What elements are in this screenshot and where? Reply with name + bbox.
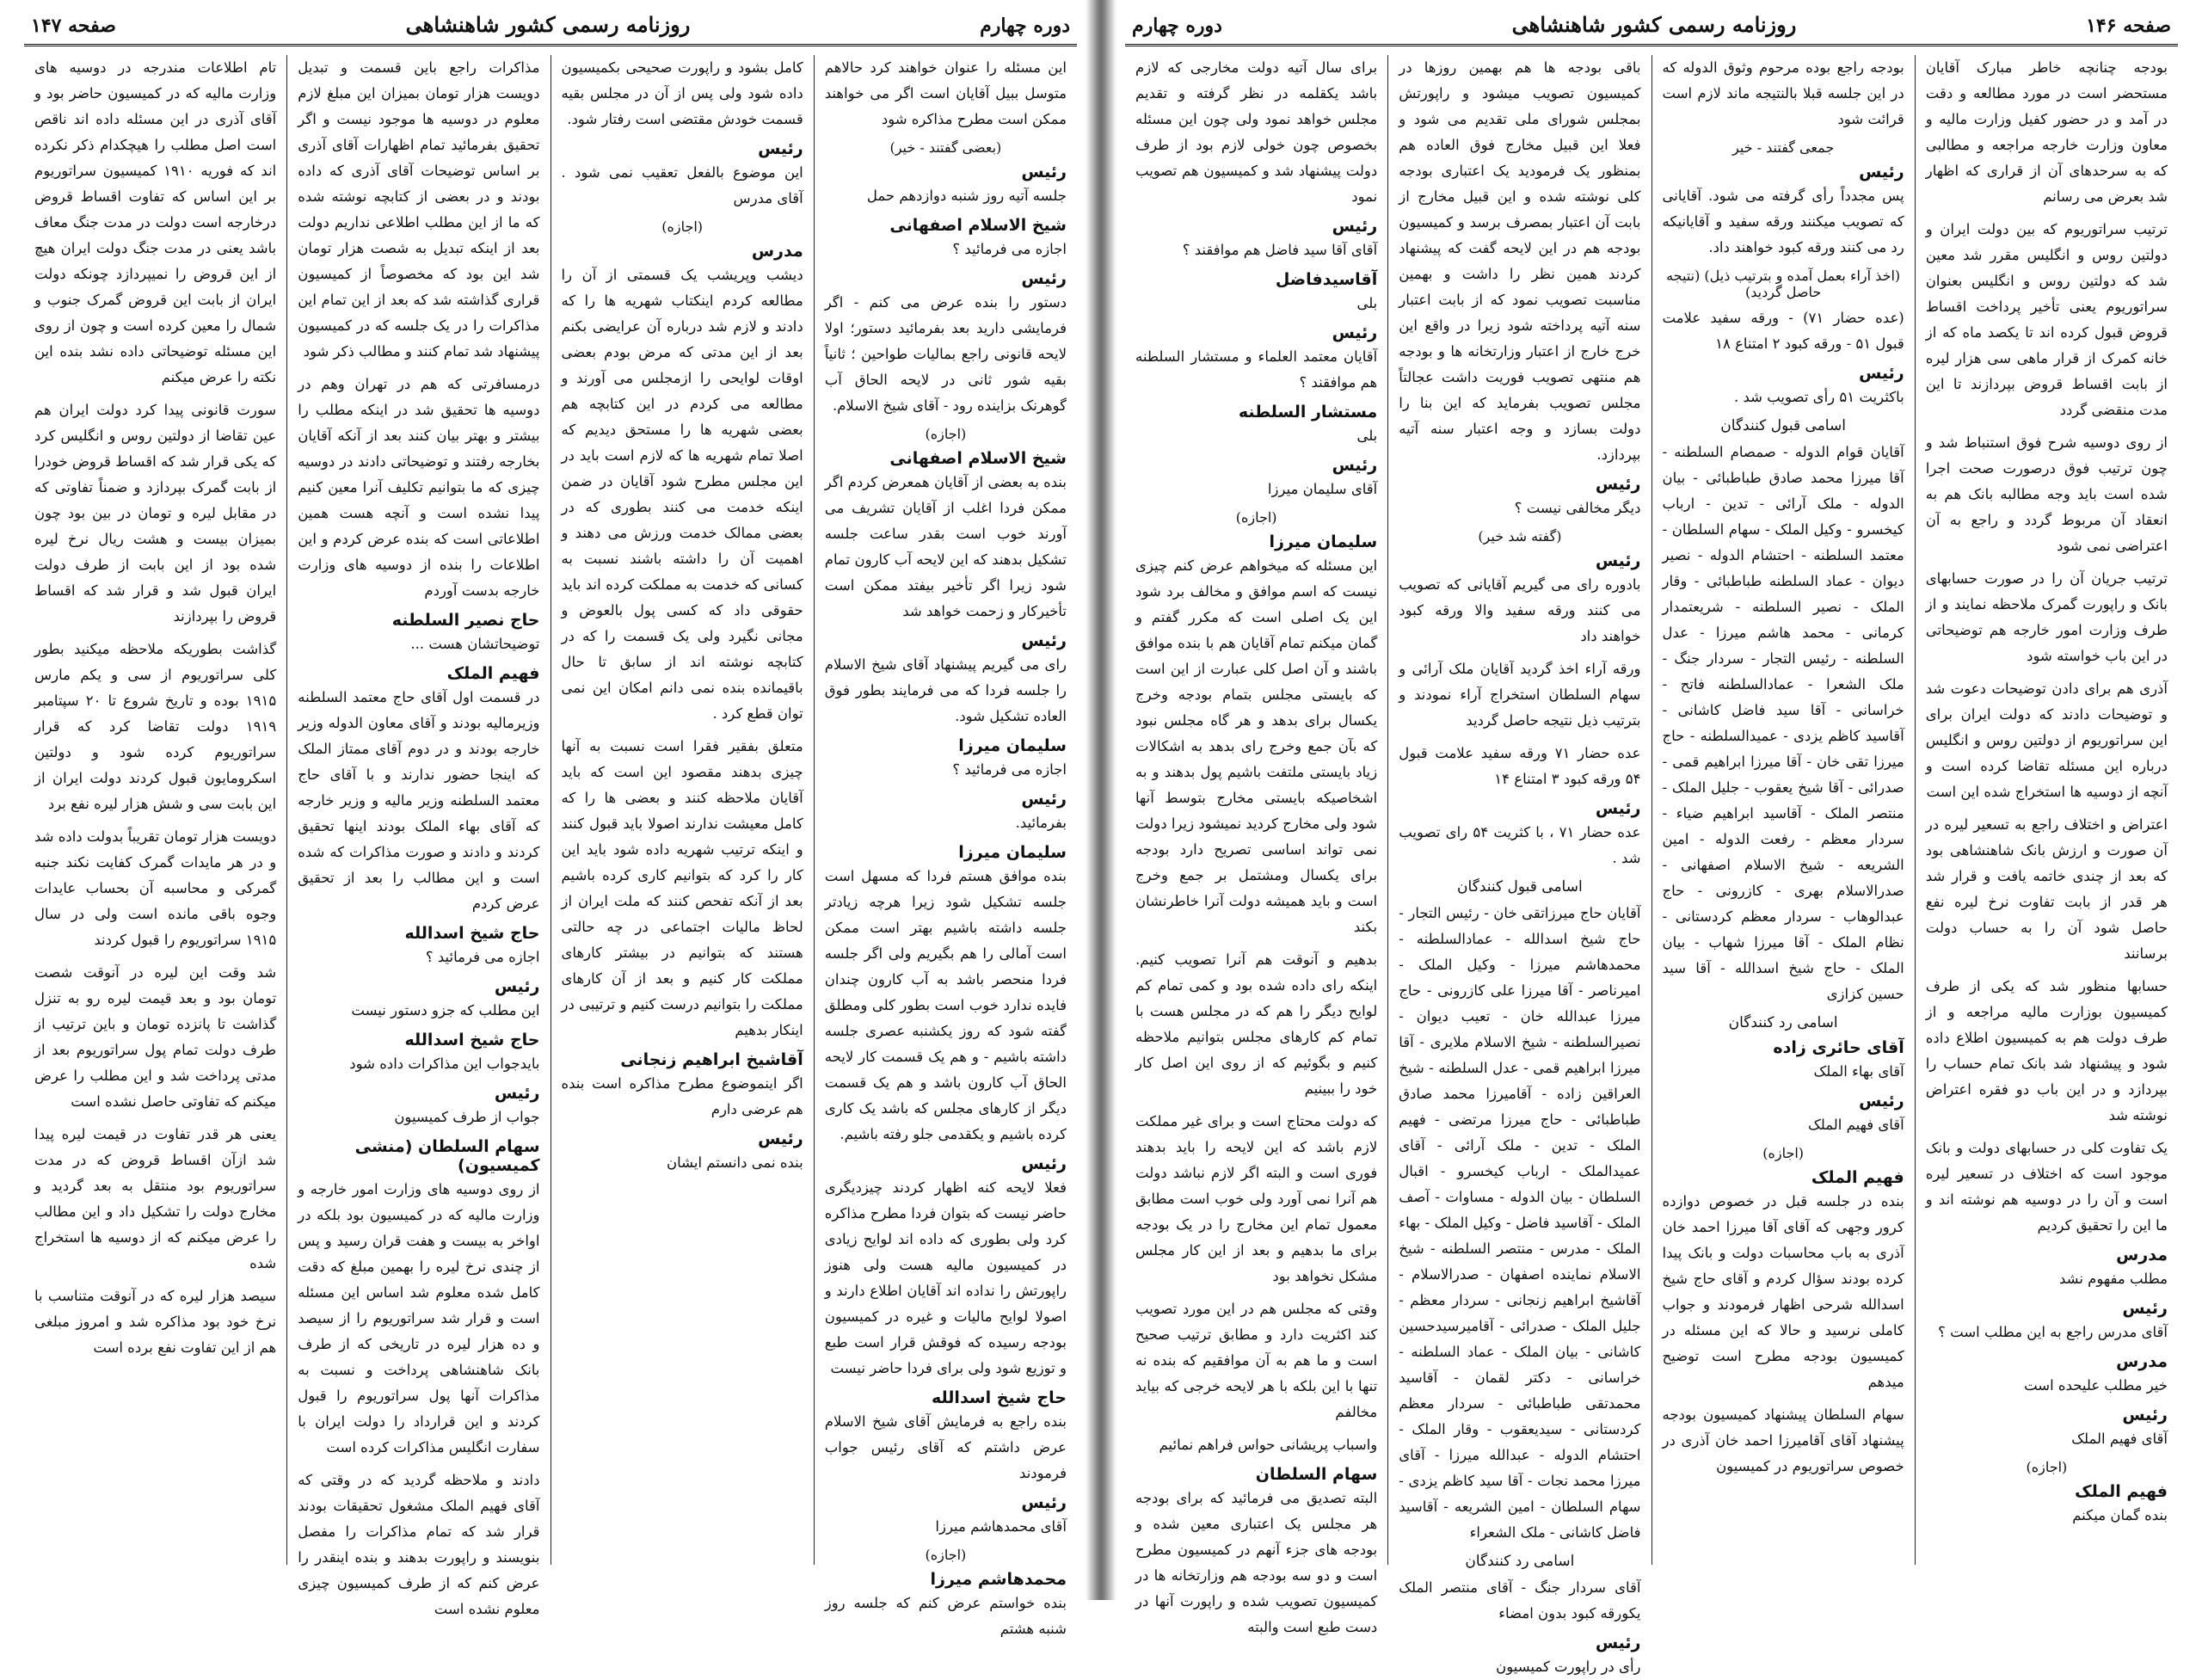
paragraph: گذاشت بطوریکه ملاحظه میکنید بطور کلی سراتوریوم از سی و یکم مارس ۱۹۱۵ بوده و تاریخ شروع تا ۲۰ سپتامبر ۱۹۱۹ دولت تقاضا کرد که قرار سراتوریوم کرده شود و دولتین اسکرومایون قبول کردند دولت ایران از این بابت سی و شش هزار لیره نفع برد <box>34 641 277 812</box>
paragraph: باقی بودجه ها هم بهمین روزها در کمیسیون تصویب میشود و راپورتش بمجلس شورای ملی تقدیم می شود و فعلا این قبیل مخارج فوق العاده هم بمنظور یک فرمودید یک اعتباری بودجه کلی نوشته شده و این قبیل مخارج از بابت آن اعتبار بمصرف برسد و کمیسیون بودجه هم در این لایحه گفت که پیشنهاد کردند همین نظر را داشت و بهمین مناسبت تصویب نمود که از بابت اعتبار سنه آتیه پرداخته شود زیرا در واقع این خرج خارج از اعتبار وزارتخانه ها و بودجه هم منتهی تصویب فوریت داشت عجالتاً مجلس تصویب بفرماید که این بنا را دولت بسازد و وجه اعتبار سنه آتیه بپردازد. <box>1399 59 1641 463</box>
paragraph: از روی دوسیه های وزارت امور خارجه و وزارت مالیه که در کمیسیون بود بلکه در اواخر به بیست و هفت قران رسید و پس از چندی نرخ لیره را بهمین مبلغ که دقت کامل شده معلوم شد اساس این مسئله است و قرار شد سراتوریوم را از سیصد و ده هزار لیره در تاریخی که از طرف بانک شاهنشاهی پرداخت و نسبت به مذاکرات آنها پول سراتوریوم را قبول کردند و این قرارداد را دولت ایران با سفارت انگلیس مذاکرات کرده است <box>298 1181 540 1455</box>
name-list: عده حضار ۷۱ ورقه سفید علامت قبول ۵۴ ورقه کبود ۳ امتناع ۱۴ <box>1399 745 1641 787</box>
speaker-name: مدرس <box>2116 1246 2168 1265</box>
paragraph: اگر اینموضوع مطرح مذاکره است بنده هم عرضی دارم <box>561 1075 803 1117</box>
right-paper-title: روزنامه رسمی کشور شاهنشاهی <box>1511 12 1797 37</box>
paragraph: سهام السلطان پیشنهاد کمیسیون بودجه پیشنهاد آقای آقامیرزا احمد خان آذری در خصوص سراتوریوم در کمیسیون <box>1662 1406 1904 1474</box>
speaker-name: آقاسیدفاضل <box>1275 270 1378 289</box>
paragraph: این مسئله را عنوان خواهند کرد حالاهم متوسل ببیل آقایان است اگر می خواهند ممکن است مطرح مذاکره شود <box>824 59 1067 127</box>
paragraph: بنده موافق هستم فردا که مسهل است جلسه تشکیل شود زیرا هرچه زیادتر جلسه داشته باشیم بهتر است ممکن است آمالی را هم بگیریم ولی اگر جلسه فردا منحصر باشد به آب کارون چندان فایده ندارد خوب است بطور کلی ومطلق گفته شود که روز یکشنبه عصری جلسه داشته باشیم - و هم یک قسمت کار لایحه الحاق آب کارون باشد و هم یک قسمت دیگر از کارهای مجلس که باشد یک کاری کرده باشیم و یکقدمی جلو رفته باشیم. <box>824 868 1067 1142</box>
paragraph: بنده خواستم عرض کنم که جلسه روز شنبه هشتم <box>824 1595 1067 1637</box>
speaker-name: رئیس <box>1595 1634 1641 1652</box>
name-list: آقایان حاج میرزاتقی خان - رئیس التجار - حاج شیخ اسدالله - عمادالسلطنه - محمدهاشم میرزا - وکیل الملک - امیرناصر - آقا میرزا علی کازرونی - حاج میرزا عبدالله خان - تعیب دیوان - نصیرالسلطنه - شیخ الاسلام ملایری - آقا میرزا ابراهیم قمی - عدل السلطنه - شیخ العراقین زاده - آقامیرزا محمد صادق طباطبائی - حاج میرزا مرتضی - فهیم الملک - تدین - ملک آرائی - آقای عمیدالملک - ارباب کیخسرو - اقبال السلطان - بیان الدوله - مساوات - آصف الملک - آقاسید فاضل - وکیل الملک - بهاء الملک - مدرس - منتصر السلطنه - شیخ الاسلام نماینده اصفهان - صدرالاسلام - آقاشیخ ابراهیم زنجانی - سردار معظم - جلیل الملک - صدرائی - آقامیرسیدحسین کاشانی - بیان الملک - عماد السلطنه - خراسانی - دکتر لقمان - آقاسید محمدتقی طباطبائی - سردار معظم کردستانی - سیدیعقوب - وقار الملک - احتشام الدوله - عبدالله میرزا - آقای میرزا محمد نجات - آقا سید کاظم یزدی - سهام السلطان - امین الشریعه - آقاسید فاضل کاشانی - ملک الشعراء <box>1399 905 1641 1541</box>
left-columns <box>24 55 1077 1637</box>
speaker-name: حاج نصیر السلطنه <box>391 611 540 630</box>
paragraph: برای سال آتیه دولت مخارجی که لازم باشد یکقلمه در نظر گرفته و تقدیم مجلس خواهد نمود ولی چون این مسئله بخصوص چون خولی لازم بود از طرف دولت پیشنهاد شد و کمیسیون هم تصویب نمود <box>1135 59 1378 205</box>
speaker-name: رئیس <box>2122 1406 2168 1425</box>
paragraph: سورت قانونی پیدا کرد دولت ایران هم عین تقاضا از دولتین روس و انگلیس کرد که یکی قرار شد که اقساط قروض خودرا از بابت گمرک بپردازد و ضمناً تفاوتی که در مقابل لیره و تومان در بین بود چون بمیزان بیست و هشت ریال نرخ لیره شده بود از این بابت از طرف دولت ایران قبول شد و قرار شد که اقساط قروض را بپردازند <box>34 402 277 625</box>
paragraph: این موضوع بالفعل تعقیب نمی شود . آقای مدرس <box>561 164 803 206</box>
paragraph: تام اطلاعات مندرجه در دوسیه های وزارت مالیه که در کمیسیون حاضر بود و آقای آذری در این مسئله داده اند ناقص است اصل مطلب را هیچکدام ذکر نکرده اند که فوریه ۱۹۱۰ کمیسیون سراتوریوم بر این اساس که تفاوت اقساط قروض درخارجه است دولت در مدت جنگ معاف باشد یعنی در مدت جنگ دولت ایران هیچ از این قروض را نمیپردازد چونکه دولت ایران از بابت این قروض گمرک جنوب و شمال را معین کرده است و چون از روی این مسئله توضیحاتی داده نشد بنده این نکته را عرض میکنم <box>34 59 277 385</box>
speaker-name: سلیمان میرزا <box>958 736 1067 755</box>
speaker-name: سلیمان میرزا <box>958 843 1067 862</box>
speaker-name: رئیس <box>758 139 803 158</box>
speaker-name: رئیس <box>1021 631 1067 650</box>
parenthetical-note: (اخذ آراء بعمل آمده و بترتیب ذیل) (نتیجه حاصل گردید) <box>1666 268 1901 300</box>
speaker-name: رئیس <box>1021 163 1067 182</box>
paragraph: بفرمائید. <box>1015 815 1067 831</box>
parenthetical-note: (بعضی گفتند - خیر) <box>889 139 1002 156</box>
paragraph: بودجه چنانچه خاطر مبارک آقایان مستحضر است در مورد مطالعه و دقت در آمد و در حضور کفیل وزارت مالیه و معاون وزارت خارجه مراجعه و مطالبی که به سرحدهای آن از قراری که اظهار شد بعرض می رسانم <box>1925 59 2168 205</box>
paragraph: البته تصدیق می فرمائید که برای بودجه هر مجلس یک اعتباری معین شده و بودجه های جزء آنهم در کمیسیون مطرح است و دو سه بودجه هم وزارتخانه ها در کمیسیون تصویب شده و راپورت آنها در دست طبع است والبته <box>1135 1490 1378 1635</box>
paragraph: شد وقت این لیره در آنوقت شصت تومان بود و بعد قیمت لیره رو به تنزل گذاشت تا پانزده تومان و باین ترتیب از طرف دولت تمام پول سراتوریوم بعد از مدتی پرداخت شد و این مطلب را عرض میکنم که تفاوتی حاصل نشده است <box>34 964 277 1110</box>
paragraph: آقای سلیمان میرزا <box>1267 481 1378 497</box>
name-list: آقایان قوام الدوله - صمصام السلطنه - آقا میرزا محمد صادق طباطبائی - بیان الدوله - ملک آرائی - تدین - ارباب کیخسرو - وکیل الملک - سهام السلطان - معتمد السلطنه - احتشام الدوله - نصیر دیوان - عماد السلطنه طباطبائی - وقار الملک - نصیر السلطنه - شریعتمدار کرمانی - محمد هاشم میرزا - عدل السلطنه - رئیس التجار - سردار جنگ - ملک الشعرا - عمادالسلطنه فاتح - خراسانی - آقا سید فاضل کاشانی - آقاسید کاظم یزدی - عمیدالسلطنه - حاج میرزا تقی خان - آقا میرزا ابراهیم قمی - صدرائی - آقا شیخ یعقوب - جلیل الملک - منتصر الملک - آقاسید ابراهیم ضیاء - سردار معظم - رفعت الدوله - امین الشریعه - شیخ الاسلام اصفهانی - صدرالاسلام بهری - کازرونی - حاج عبدالوهاب - سردار معظم کردستانی - نظام الملک - آقا میرزا شهاب - بیان الملک - حاج شیخ اسدالله - آقا سید حسین کزازی <box>1662 444 1904 1002</box>
parenthetical-note: (اجازه) <box>1762 1145 1805 1161</box>
speaker-name: رئیس <box>494 1084 540 1103</box>
text-column <box>814 55 1077 1637</box>
text-column <box>24 55 286 1565</box>
speaker-name: شیخ الاسلام اصفهانی <box>889 449 1067 468</box>
paragraph: دیگر مخالفی نیست ؟ <box>1514 500 1641 516</box>
paragraph: واسباب پریشانی حواس فراهم نمائیم <box>1159 1437 1378 1453</box>
paragraph: دویست هزار تومان تقریباً بدولت داده شد و در هر مایدات گمرک کفایت نکند جنبه گمرکی و محاسبه آن بحساب عایدات وجوه باقی مانده است ولی در سال ۱۹۱۵ سراتوریوم را قبول کردند <box>34 828 277 948</box>
text-column <box>1387 55 1651 1675</box>
speaker-name: فهیم الملک <box>1811 1168 1904 1187</box>
speaker-name: حاج شیخ اسدالله <box>404 1031 540 1049</box>
paragraph: متعلق بفقیر فقرا است نسبت به آنها چیزی بدهند مقصود این است که باید آقایان ملاحظه کنند و بعضی ها را که کامل معیشت ندارند اصولا باید قبول کنند و اینکه ترتیب شهریه داده شود باید این کار را کرد که بتوانیم کاری کرده باشیم بعد از آنکه تفحص کنند که ملت ایران از لحاظ مالیات اجتماعی در چه حالتی هستند که بتوانیم در بیشتر کارهای مملکت کار کنیم و بعد از آن کارهای مملکت را بتوانیم درست کنیم و ترتیبی در اینکار بدهیم <box>561 738 803 1038</box>
paragraph: اعتراض و اختلاف راجع به تسعیر لیره در آن صورت و ارزش بانک شاهنشاهی بود که بعد از چندی خاتمه یافت و قرار شد هر قدر از بابت تفاوت نرخ لیره نفع حاصل شود آن را به حساب دولت برسانند <box>1925 816 2168 962</box>
speaker-name: حاج شیخ اسدالله <box>404 924 540 943</box>
name-list: آقای سردار جنگ - آقای منتصر الملک یکورقه کبود بدون امضاء <box>1399 1579 1641 1622</box>
speaker-name: رئیس <box>758 1129 803 1148</box>
paragraph: آقای آقا سید فاضل هم موافقند ؟ <box>1182 242 1378 258</box>
speaker-name: فهیم الملک <box>2075 1482 2168 1501</box>
speaker-name: حاج شیخ اسدالله <box>932 1388 1067 1407</box>
paragraph: اجازه می فرمائید ؟ <box>425 949 540 965</box>
paragraph: بنده راجع به فرمایش آقای شیخ الاسلام عرض داشتم که آقای رئیس جواب فرمودند <box>824 1413 1067 1481</box>
paragraph: مذاکرات راجع باین قسمت و تبدیل دویست هزار تومان بمیزان این مبلغ لازم معلوم در دوسیه ها موجود نیست و اگر تحقیق بفرمائید تمام اظهارات آقای آذری بر اساس توضیحات آقای آذری که داده بودند و در بعضی از کتابچه نوشته شده که ما از این مطلب اطلاعی نداریم دولت بعد از اینکه تبدیل به شصت هزار تومان شد این بود که مخصوصاً از کمیسیون قراری گذاشته شد که بعد از این تمام این مذاکرات را در یک جلسه که در کمیسیون پیشنهاد شد تمام کنند و مطالب ذکر شود <box>298 59 540 360</box>
speaker-name: رئیس <box>1021 1493 1067 1512</box>
paragraph: سیصد هزار لیره که در آنوقت متناسب با نرخ خود بود مذاکره شد و امروز مبلغی هم از این تفاوت نفع برده است <box>34 1288 277 1356</box>
paragraph: بنده نمی دانستم ایشان <box>667 1154 803 1171</box>
text-column <box>286 55 550 1617</box>
speaker-name: سهام السلطان <box>1255 1465 1378 1484</box>
paragraph: اجازه می فرمائید ؟ <box>952 241 1067 257</box>
paragraph: درمسافرتی که هم در تهران وهم در دوسیه ها تحقیق شد در اینکه مطلب را بیشتر و بهتر بیان کنند بعد از آنکه آقایان بخارجه رفتند و توضیحاتی دادند در دوسیه چیزی که ما بتوانیم تکلیف آنرا معین کنیم پیدا نشده است و آنچه هست همین اطلاعاتی است که بنده عرض کردم و این اطلاعات را بنده از دوسیه های وزارت خارجه بدست آوردم <box>298 376 540 599</box>
speaker-name: مدرس <box>751 242 803 261</box>
speaker-name: شیخ الاسلام اصفهانی <box>889 216 1067 235</box>
section-heading: اسامی قبول کنندگان <box>1720 417 1846 434</box>
paragraph: آقای محمدهاشم میرزا <box>935 1518 1067 1535</box>
paragraph: دیشب وپریشب یک قسمتی از آن را مطالعه کردم اینکتاب شهریه ها را که دادند و لازم شد درباره آن عرایضی بکنم بعد از این مدتی که مرض بودم بعضی اوقات لوایحی را ازمجلس می آورند و مطالعه می کردم در این کتابچه هم بعضی شهریه ها را مستحق دیدیم که اصلا تمام شهریه ها که لازم است باید در این مجلس مطرح شود آقایان در ضمن اینکه خدمت می کنند بطوری که در بعضی ممالک خدمت ورزش می دهند و اهمیت آن را داشته باشند نسبت به کسانی که خدمت به مملکت کرده اند باید حقوقی داد که کسی پول بالعوض و مجانی نگیرد ولی یک قسمت را که در کتابچه نوشته اند از سابق تا حال باقیمانده بنده نمی دانم امکان این نمی توان قطع کرد . <box>561 267 803 722</box>
text-column <box>1915 55 2178 1565</box>
section-heading: اسامی رد کنندگان <box>1465 1553 1575 1570</box>
paragraph: بلی <box>1356 295 1378 311</box>
section-heading: اسامی قبول کنندگان <box>1457 878 1583 895</box>
paragraph: در قسمت اول آقای حاج معتمد السلطنه وزیرمالیه بودند و آقای معاون الدوله وزیر خارجه بودند و در دوم آقای ممتاز الملک که اینجا حضور ندارند و با آقای حاج معتمد السلطنه وزیر مالیه و وزیر خارجه که آقای بهاء الملک بودند اینها تحقیق کردند و دادند و صورت مذاکرات که شده است و این مطالب را بعد از تحقیق عرض کردم <box>298 689 540 912</box>
section-heading: اسامی رد کنندگان <box>1728 1014 1838 1031</box>
paragraph: وقتی که مجلس هم در این مورد تصویب کند اکثریت دارد و مطابق ترتیب صحیح است و ما هم به آن موافقیم که بنده نه تنها با این بلکه با هر لایحه خرجی که بیاید مخالفم <box>1135 1301 1378 1420</box>
parenthetical-note: (اجازه) <box>925 426 967 442</box>
paragraph: فعلا لایحه کنه اظهار کردند چیزدیگری حاضر نیست که بتوان فردا مطرح مذاکره کرد ولی بطوری که داده اند لوایح زیادی در کمیسیون مالیه هست ولی هنوز راپورتش را نداده اند آقایان اطلاع دارند و اصولا لوایح مالیات و غیره در کمیسیون بودجه رسیده که فوقش قرار است طبع و توزیع شود ولی برای فردا حاضر نیست <box>824 1179 1067 1376</box>
paragraph: ترتیب سراتوریوم که بین دولت ایران و دولتین روس و انگلیس مقرر شد معین شد که دولتین روس و انگلیس بعنوان سراتوریوم یعنی تأخیر پرداخت اقساط قروض قبول کرده اند تا یکصد ماه که از خانه کمرک از قرار ماهی سی هزار لیره از بابت اقساط قروض بپردازند تا این مدت منقضی گردد <box>1925 221 2168 418</box>
text-column <box>1125 55 1387 1635</box>
parenthetical-note: (اجازه) <box>925 1547 967 1563</box>
speaker-name: رئیس <box>1595 799 1641 818</box>
text-column <box>550 55 814 1565</box>
speaker-name: محمدهاشم میرزا <box>930 1570 1067 1589</box>
speaker-name: سلیمان میرزا <box>1269 532 1378 551</box>
speaker-name: رئیس <box>1021 269 1067 288</box>
parenthetical-note: (اجازه) <box>1235 509 1277 526</box>
paragraph: پس مجدداً رأی گرفته می شود. آقایانی که تصویب میکنند ورقه سفید و آقایانیکه رد می کنند ورقه کبود خواهند داد. <box>1662 188 1904 255</box>
speaker-name: سهام السلطان (منشی کمیسیون) <box>354 1137 540 1175</box>
paragraph: بودجه راجع بوده مرحوم وثوق الدوله که در این جلسه قبلا بالنتیجه ماند لازم است قرائت شود <box>1662 59 1904 127</box>
right-page <box>1101 0 2202 1675</box>
speaker-name: رئیس <box>1859 364 1904 383</box>
left-paper-title: روزنامه رسمی کشور شاهنشاهی <box>405 12 691 37</box>
speaker-name: رئیس <box>1332 217 1378 236</box>
speaker-name: رئیس <box>1332 456 1378 475</box>
paragraph: بنده به بعضی از آقایان همعرض کردم اگر ممکن فردا اغلب از آقایان تشریف می آورند خوب است بقدر ساعت جلسه تشکیل بدهند که این لایحه آب کارون تمام شود زیرا اگر تأخیر بیفتد ممکن است تأخیرکار و زحمت خواهد شد <box>824 474 1067 619</box>
paragraph: باکثریت ۵۱ رأی تصویب شد . <box>1734 389 1904 405</box>
speaker-name: آقاشیخ ابراهیم زنجانی <box>620 1050 803 1069</box>
paragraph: مطلب مفهوم نشد <box>2058 1271 2168 1287</box>
paragraph: جلسه آتیه روز شنبه دوازدهم حمل <box>866 188 1067 204</box>
paragraph: دادند و ملاحظه گردید که در وقتی که آقای فهیم الملک مشغول تحقیقات بودند قرار شد که تمام مذاکرات را مفصل بنویسند و راپورت بدهند و بنده اینقدر را عرض کنم که از طرف کمیسیون چیزی معلوم نشده است <box>298 1472 540 1617</box>
paragraph: بایدجواب این مذاکرات داده شود <box>349 1055 540 1072</box>
left-page <box>0 0 1101 1637</box>
speaker-name: رئیس <box>1859 163 1904 182</box>
paragraph: بدهیم و آنوقت هم آنرا تصویب کنیم. اینکه رای داده شده بود و کمی تمام کم لوایح دیگر را هم که در مجلس هست با تمام کم کارهای مجلس بتوانیم ملاحظه کنیم و بگوئیم که از روی این اصل کار خود را ببینیم <box>1135 951 1378 1097</box>
paragraph: توضیحاتشان هست ... <box>410 636 540 652</box>
paragraph: بادوره رای می گیریم آقایانی که تصویب می کنند ورقه سفید والا ورقه کبود خواهند داد <box>1399 576 1641 644</box>
right-page-number: صفحه ۱۴۶ <box>2086 15 2171 37</box>
right-running-head <box>1125 12 2178 46</box>
paragraph: اجازه می فرمائید ؟ <box>952 761 1067 778</box>
speaker-name: مستشار السلطنه <box>1238 403 1378 422</box>
paragraph: کامل بشود و راپورت صحیحی بکمیسیون داده شود ولی پس از آن در مجلس بقیه قسمت خودش مقتضی است رفتار شود. <box>561 59 803 127</box>
paragraph: از روی دوسیه شرح فوق استنباط شد و چون ترتیب فوق درصورت صحت اجرا شده است باید وجه مطالبه بانک هم به انعقاد آن مربوط گردد و راجع به آن اعتراضی نمی شود <box>1925 434 2168 554</box>
speaker-name: رئیس <box>1859 1092 1904 1111</box>
paragraph: آقای بهاء الملک <box>1813 1063 1904 1080</box>
paragraph: جواب از طرف کمیسیون <box>394 1109 540 1125</box>
text-column <box>1652 55 1915 1565</box>
speaker-name: رئیس <box>1595 475 1641 494</box>
paragraph: یعنی هر قدر تفاوت در قیمت لیره پیدا شد ازآن اقساط قروض که در مدت سراتوریوم بود منتقل به بعد گردید و مخارج دولت را تشکیل داد و این مطالب را عرض میکنم که از دوسیه ها استخراج شده <box>34 1126 277 1271</box>
paragraph: آقای فهیم الملک <box>1808 1117 1904 1133</box>
paragraph: آقای فهیم الملک <box>2071 1431 2168 1447</box>
paragraph: حسابها منظور شد که یکی از طرف کمیسیون بوزارت مالیه مراجعه و از طرف دولت هم به کمیسیون اطلاع داده شود و پیشنهاد شد بانک تمام حساب را بپردازد و در این باب دو فقره اعتراض نوشته شد <box>1925 978 2168 1123</box>
parenthetical-note: (اجازه) <box>661 218 704 235</box>
paragraph: یک تفاوت کلی در حسابهای دولت و بانک موجود است که اختلاف در تسعیر لیره است و آن را در دوسیه هم نوشته اند و ما این را تحقیق کردیم <box>1925 1140 2168 1234</box>
parenthetical-note: (اجازه) <box>2026 1459 2068 1475</box>
speaker-name: رئیس <box>2122 1299 2168 1318</box>
speaker-name: فهیم الملک <box>446 664 540 683</box>
speaker-name: آقای حائری زاده <box>1773 1038 1904 1057</box>
right-edition: دوره چهارم <box>1132 15 1222 37</box>
paragraph: رأی در راپورت کمیسیون <box>1496 1658 1641 1675</box>
paragraph: خیر مطلب علیحده است <box>2024 1377 2168 1394</box>
paragraph: عده حضار ۷۱ ، با کثریت ۵۴ رای تصویب شد . <box>1399 824 1641 866</box>
left-edition: دوره چهارم <box>980 15 1070 37</box>
left-running-head <box>24 12 1077 46</box>
speaker-name: مدرس <box>2116 1352 2168 1371</box>
left-page-number: صفحه ۱۴۷ <box>31 15 116 37</box>
speaker-name: رئیس <box>494 977 540 996</box>
parenthetical-note: (گفته شد خیر) <box>1478 528 1562 545</box>
paragraph: دستور را بنده عرض می کنم - اگر فرمایشی دارید بعد بفرمائید دستور؛ اولا لایحه قانونی راجع بمالیات طواحین ؛ ثانیاً بقیه شور ثانی در لایحه الحاق آب گوهرنک بزاینده رود - آقای شیخ الاسلام. <box>824 294 1067 414</box>
paragraph: آقای مدرس راجع به این مطلب است ؟ <box>1938 1324 2168 1340</box>
paragraph: رای می گیریم پیشنهاد آقای شیخ الاسلام را جلسه فردا که می فرمایند بطور فوق العاده تشکیل شود. <box>824 656 1067 724</box>
paragraph: که دولت محتاج است و برای غیر مملکت لازم باشد که این لایحه را باید بدهند فوری است و البته اگر لازم نباشد دولت هم آنرا نمی آورد ولی خوب است مطابق معمول تمام این مخارج را در یک بودجه برای ما بدهیم و بعد از این کار مجلس مشکل نخواهد بود <box>1135 1113 1378 1284</box>
name-list: ورقه آراء اخذ گردید آقایان ملک آرائی و سهام السلطان استخراج آراء نمودند و بترتیب ذیل نتیجه حاصل گردید <box>1399 661 1641 729</box>
paragraph: این مسئله که میخواهم عرض کنم چیزی نیست که اسم موافق و مخالف برد شود این یک اصلی است که مکرر گفتم و گمان میکنم تمام آقایان هم با بنده موافق باشند و آن اصل کلی عبارت از این است که بایستی مجلس بتمام بودجه وخرج یکسال برای بدهد و هر گاه مجلس نبود که بآن جمع وخرج رای بدهد به اشکالات زیاد بایستی ملتفت باشیم پول بدهند و به اشخاصیکه بایستی مخارج بتوسط آنها شود ولی مخارج کردید نمیشود زیرا دولت نمی تواند اساسی تصریح دارد بودجه برای یکسال ومشتمل بر جمع وخرج است و باید همیشه دولت آنرا خاطرنشان بکند <box>1135 557 1378 935</box>
right-columns <box>1125 55 2178 1675</box>
speaker-name: رئیس <box>1332 323 1378 342</box>
speaker-name: رئیس <box>1021 790 1067 809</box>
paragraph: آقایان معتمد العلماء و مستشار السلطنه هم موافقند ؟ <box>1135 348 1378 391</box>
paragraph: آذری هم برای دادن توضیحات دعوت شد و توضیحات دادند که دولت ایران برای این سراتوریوم از دولتین روس و انگلیس درباره این مسئله تقاضا کرده است و آنچه از دوسیه ها استخراج شده این است <box>1925 680 2168 800</box>
paragraph: این مطلب که جزو دستور نیست <box>351 1002 540 1018</box>
paragraph: بنده در جلسه قبل در خصوص دوازده کرور وجهی که آقای آقا میرزا احمد خان آذری به باب محاسبات دولت و بانک پیدا کرده بودند سؤال کردم و آقای حاج شیخ اسدالله شرحی اظهار فرمودند و جواب کاملی نرسید و حالا که این مسئله در کمیسیون بودجه مطرح است توضیح میدهم <box>1662 1193 1904 1390</box>
paragraph: بنده گمان میکنم <box>2072 1507 2168 1523</box>
speaker-name: رئیس <box>1595 551 1641 570</box>
paragraph: ترتیب جریان آن را در صورت حسابهای بانک و راپورت گمرک ملاحظه نمایند و از طرف وزارت امور خارجه هم توضیحاتی در این باب خواسته شود <box>1925 570 2168 664</box>
speaker-name: رئیس <box>1021 1154 1067 1173</box>
parenthetical-note: جمعی گفتند - خیر <box>1732 139 1835 156</box>
paragraph: بلی <box>1356 428 1378 444</box>
name-list: (عده حضار ۷۱) - ورقه سفید علامت قبول ۵۱ - ورقه کبود ۲ امتناع ۱۸ <box>1662 310 1904 352</box>
